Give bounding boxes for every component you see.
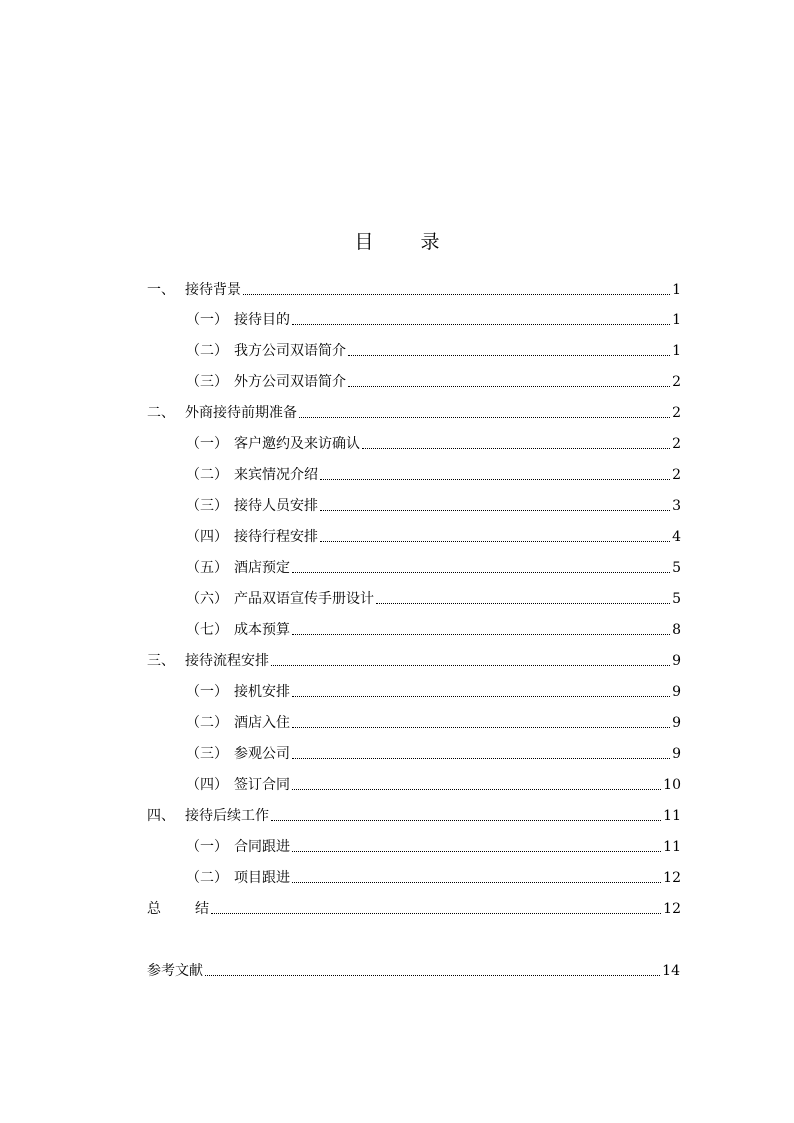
toc-entry-page: 4 — [672, 529, 681, 545]
toc-entry-number: （五） — [186, 560, 228, 576]
toc-entry[interactable] — [186, 868, 681, 888]
toc-entry[interactable] — [186, 713, 681, 733]
toc-entry[interactable] — [186, 465, 681, 485]
toc-entry-page: 1 — [672, 312, 681, 328]
toc-entry-page: 9 — [672, 684, 681, 700]
dot-leader — [376, 603, 670, 604]
toc-entry-label: 项目跟进 — [234, 870, 290, 886]
toc-entry-page: 2 — [672, 405, 681, 421]
dot-leader — [299, 417, 670, 418]
toc-entry[interactable] — [186, 775, 681, 795]
toc-entry-label: 接待后续工作 — [185, 808, 269, 824]
toc-entry-number: （七） — [186, 622, 228, 638]
toc-entry-number: （三） — [186, 374, 228, 390]
toc-entry-number: （一） — [186, 312, 228, 328]
toc-entry-page: 5 — [672, 591, 681, 607]
toc-entry-number: 三、 — [147, 653, 175, 669]
toc-entry-page: 12 — [663, 870, 681, 886]
dot-leader — [271, 820, 661, 821]
toc-entry-label: 客户邀约及来访确认 — [234, 436, 360, 452]
toc-entry-label: 参观公司 — [234, 746, 290, 762]
toc-entry-label: 合同跟进 — [234, 839, 290, 855]
toc-entry-number: 总 — [147, 901, 161, 917]
dot-leader — [362, 448, 670, 449]
toc-entry[interactable] — [186, 558, 681, 578]
toc-entry-label: 酒店入住 — [234, 715, 290, 731]
toc-entry-label: 成本预算 — [234, 622, 290, 638]
toc-entry-number: （一） — [186, 684, 228, 700]
dot-leader — [292, 789, 661, 790]
toc-entry-label: 接待背景 — [185, 282, 241, 298]
toc-entry[interactable] — [186, 341, 681, 361]
toc-entry-label: 酒店预定 — [234, 560, 290, 576]
toc-entry[interactable] — [186, 744, 681, 764]
toc-entry[interactable] — [147, 651, 681, 671]
toc-entry-label: 接待目的 — [234, 312, 290, 328]
toc-entry-number: （三） — [186, 746, 228, 762]
toc-entry-number: （三） — [186, 498, 228, 514]
dot-leader — [348, 355, 670, 356]
toc-entry-label: 参考文献 — [147, 963, 203, 979]
toc-title: 目 录 — [354, 231, 454, 253]
toc-entry-label: 接待人员安排 — [234, 498, 318, 514]
toc-entry-page: 11 — [663, 839, 681, 855]
toc-entry-number: 四、 — [147, 808, 175, 824]
toc-entry-page: 1 — [672, 282, 681, 298]
toc-entry[interactable] — [147, 280, 681, 300]
toc-entry-page: 9 — [672, 653, 681, 669]
dot-leader — [292, 758, 670, 759]
toc-entry[interactable] — [186, 496, 681, 516]
dot-leader — [292, 727, 670, 728]
toc-entry-page: 14 — [662, 963, 680, 979]
toc-entry-number: （四） — [186, 777, 228, 793]
toc-entry-page: 2 — [672, 436, 681, 452]
toc-entry-number: （二） — [186, 467, 228, 483]
toc-entry[interactable] — [147, 806, 681, 826]
toc-entry-number: （二） — [186, 870, 228, 886]
toc-entry-label: 接待行程安排 — [234, 529, 318, 545]
toc-entry[interactable] — [147, 403, 681, 423]
dot-leader — [292, 882, 661, 883]
toc-entry-number: 一、 — [147, 282, 175, 298]
toc-entry-label: 我方公司双语简介 — [234, 343, 346, 359]
toc-entry[interactable] — [186, 589, 681, 609]
toc-entry-number: （一） — [186, 839, 228, 855]
toc-entry-number: （一） — [186, 436, 228, 452]
toc-entry[interactable] — [186, 527, 681, 547]
toc-entry[interactable] — [186, 620, 681, 640]
dot-leader — [243, 294, 670, 295]
dot-leader — [292, 324, 670, 325]
dot-leader — [271, 665, 670, 666]
toc-entry-label: 来宾情况介绍 — [234, 467, 318, 483]
toc-entry-page: 11 — [663, 808, 681, 824]
toc-entry-page: 1 — [672, 343, 681, 359]
dot-leader — [348, 386, 670, 387]
dot-leader — [292, 634, 670, 635]
toc-entry-page: 2 — [672, 467, 681, 483]
dot-leader — [292, 572, 670, 573]
toc-entry-label: 结 — [195, 901, 209, 917]
toc-entry-label: 外方公司双语简介 — [234, 374, 346, 390]
toc-entry-number: （二） — [186, 715, 228, 731]
toc-entry-page: 12 — [663, 901, 681, 917]
toc-entry[interactable] — [186, 837, 681, 857]
toc-entry-label: 外商接待前期准备 — [185, 405, 297, 421]
toc-entry[interactable] — [186, 434, 681, 454]
toc-entry-page: 3 — [672, 498, 681, 514]
toc-entry-label: 接机安排 — [234, 684, 290, 700]
toc-entry-number: （六） — [186, 591, 228, 607]
toc-entry[interactable] — [186, 310, 681, 330]
toc-entry-page: 9 — [672, 715, 681, 731]
toc-entry-label: 接待流程安排 — [185, 653, 269, 669]
toc-entry-number: （二） — [186, 343, 228, 359]
dot-leader — [320, 510, 670, 511]
toc-entry[interactable] — [147, 899, 681, 919]
dot-leader — [320, 479, 670, 480]
toc-entry-label: 产品双语宣传手册设计 — [234, 591, 374, 607]
toc-entry-page: 5 — [672, 560, 681, 576]
toc-entry-number: 二、 — [147, 405, 175, 421]
toc-entry-page: 10 — [663, 777, 681, 793]
dot-leader — [320, 541, 670, 542]
dot-leader — [292, 696, 670, 697]
toc-entry-page: 9 — [672, 746, 681, 762]
dot-leader — [211, 913, 661, 914]
toc-entry-number: （四） — [186, 529, 228, 545]
toc-entry[interactable] — [147, 961, 680, 981]
dot-leader — [292, 851, 661, 852]
toc-entry-page: 2 — [672, 374, 681, 390]
toc-entry[interactable] — [186, 372, 681, 392]
toc-entry-label: 签订合同 — [234, 777, 290, 793]
dot-leader — [205, 975, 660, 976]
toc-entry-page: 8 — [672, 622, 681, 638]
toc-entry[interactable] — [186, 682, 681, 702]
